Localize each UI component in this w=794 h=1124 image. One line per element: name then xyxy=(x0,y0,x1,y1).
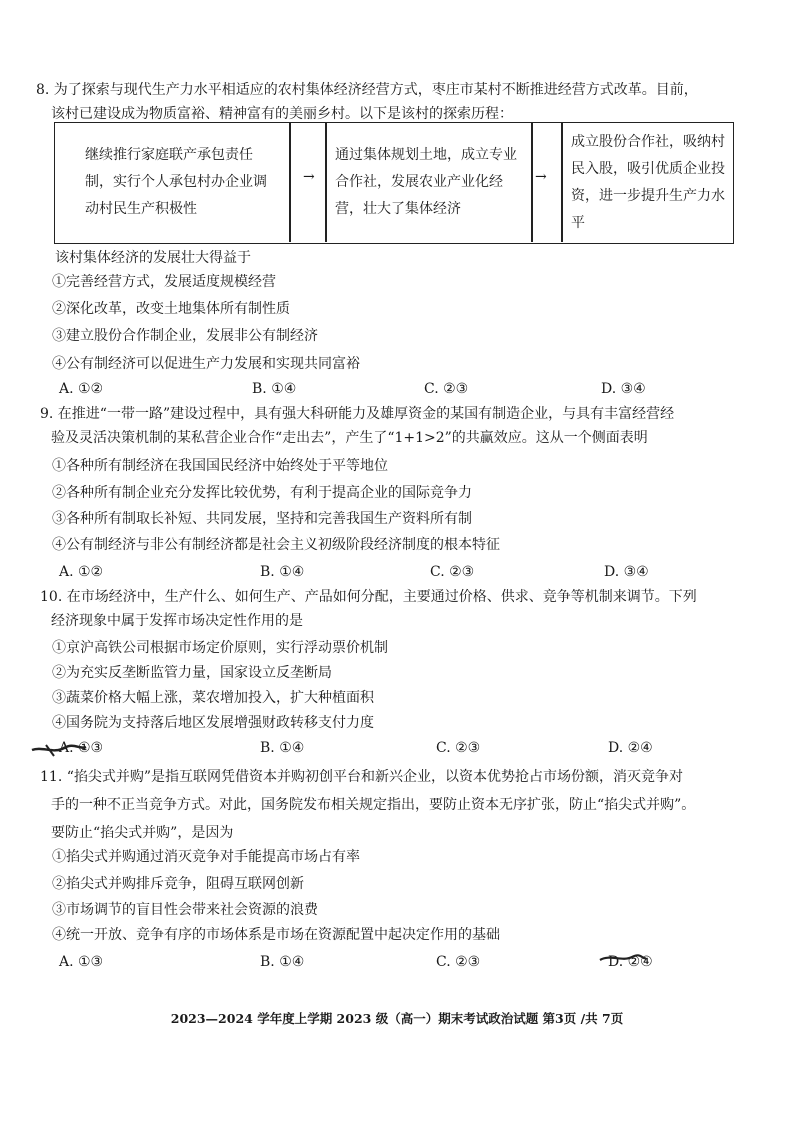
q8-question: 该村集体经济的发展壮大得益于 xyxy=(55,250,251,266)
q10-option-a[interactable]: A. ①③ xyxy=(59,740,104,756)
q8-item-2: ②深化改革，改变土地集体所有制性质 xyxy=(52,301,290,317)
flow-divider xyxy=(325,123,327,242)
flow-arrow-icon: → xyxy=(303,169,315,185)
q11-option-b[interactable]: B. ①④ xyxy=(260,954,305,970)
q9-stem-line1: 9. 在推进“一带一路”建设过程中，具有强大科研能力及雄厚资金的某国有制造企业，与具有丰富经营经 xyxy=(40,406,675,422)
q9-option-d[interactable]: D. ③④ xyxy=(604,564,649,580)
q8-option-d[interactable]: D. ③④ xyxy=(601,381,646,397)
q9-option-b[interactable]: B. ①④ xyxy=(260,564,305,580)
q11-option-c[interactable]: C. ②③ xyxy=(436,954,481,970)
q10-option-b[interactable]: B. ①④ xyxy=(260,740,305,756)
q8-item-3: ③建立股份合作制企业，发展非公有制经济 xyxy=(52,328,318,344)
q8-option-a[interactable]: A. ①② xyxy=(59,381,104,397)
q8-stem-line1: 8. 为了探索与现代生产力水平相适应的农村集体经济经营方式，枣庄市某村不断推进经营方式改革。目前， xyxy=(36,82,698,98)
q9-stem-line2: 验及灵活决策机制的某私营企业合作“走出去”，产生了“1+1>2”的共赢效应。这从一个侧面表明 xyxy=(51,430,648,446)
q8-item-4: ④公有制经济可以促进生产力发展和实现共同富裕 xyxy=(52,356,360,372)
flow-divider xyxy=(289,123,291,242)
q9-item-2: ②各种所有制企业充分发挥比较优势，有利于提高企业的国际竞争力 xyxy=(52,485,472,501)
flow-arrow-icon: → xyxy=(535,169,547,185)
q10-stem-line1: 10. 在市场经济中，生产什么、如何生产、产品如何分配，主要通过价格、供求、竞争等机制来调节。下列 xyxy=(40,589,697,605)
q8-flow-chart xyxy=(54,122,734,244)
q9-item-1: ①各种所有制经济在我国国民经济中始终处于平等地位 xyxy=(52,458,388,474)
q11-item-4: ④统一开放、竞争有序的市场体系是市场在资源配置中起决定作用的基础 xyxy=(52,927,500,943)
q10-option-c[interactable]: C. ②③ xyxy=(436,740,481,756)
q11-stem-line3: 要防止“掐尖式并购”，是因为 xyxy=(51,825,234,841)
q8-option-b[interactable]: B. ①④ xyxy=(252,381,297,397)
q10-item-2: ②为充实反垄断监管力量，国家设立反垄断局 xyxy=(52,665,332,681)
flow-box-1: 继续推行家庭联产承包责任制，实行个人承包村办企业调动村民生产积极性 xyxy=(85,147,267,217)
q11-item-2: ②掐尖式并购排斥竞争，阻碍互联网创新 xyxy=(52,876,304,892)
flow-box-2: 通过集体规划土地，成立专业合作社，发展农业产业化经营，壮大了集体经济 xyxy=(335,147,517,217)
q11-stem-line2: 手的一种不正当竞争方式。对此，国务院发布相关规定指出，要防止资本无序扩张，防止“掐尖式并购”。 xyxy=(51,797,696,813)
page-footer: 2023—2024 学年度上学期 2023 级（高一）期末考试政治试题 第3页 /共 7页 xyxy=(170,1011,624,1026)
q9-item-4: ④公有制经济与非公有制经济都是社会主义初级阶段经济制度的根本特征 xyxy=(52,537,500,553)
q10-item-4: ④国务院为支持落后地区发展增强财政转移支付力度 xyxy=(52,715,374,731)
pen-mark-icon xyxy=(28,738,88,760)
pen-mark-icon xyxy=(598,948,648,968)
flow-divider xyxy=(561,123,563,242)
q10-stem-line2: 经济现象中属于发挥市场决定性作用的是 xyxy=(51,613,303,629)
q11-option-d[interactable]: D. ②④ xyxy=(608,954,653,970)
q11-item-3: ③市场调节的盲目性会带来社会资源的浪费 xyxy=(52,902,318,918)
q8-stem-line2: 该村已建设成为物质富裕、精神富有的美丽乡村。以下是该村的探索历程： xyxy=(51,106,513,122)
q10-option-d[interactable]: D. ②④ xyxy=(608,740,653,756)
q9-option-a[interactable]: A. ①② xyxy=(59,564,104,580)
flow-box-3: 成立股份合作社，吸纳村民入股，吸引优质企业投资，进一步提升生产力水平 xyxy=(571,133,725,231)
q8-option-c[interactable]: C. ②③ xyxy=(424,381,469,397)
q11-option-a[interactable]: A. ①③ xyxy=(59,954,104,970)
flow-divider xyxy=(531,123,533,242)
q10-item-3: ③蔬菜价格大幅上涨，菜农增加投入，扩大种植面积 xyxy=(52,690,374,706)
q11-item-1: ①掐尖式并购通过消灭竞争对手能提高市场占有率 xyxy=(52,849,360,865)
q10-item-1: ①京沪高铁公司根据市场定价原则，实行浮动票价机制 xyxy=(52,640,388,656)
q9-option-c[interactable]: C. ②③ xyxy=(430,564,475,580)
q8-item-1: ①完善经营方式，发展适度规模经营 xyxy=(52,274,276,290)
q11-stem-line1: 11. “掐尖式并购”是指互联网凭借资本并购初创平台和新兴企业，以资本优势抢占市场份额，消灭竞争对 xyxy=(40,769,684,785)
q9-item-3: ③各种所有制取长补短、共同发展，坚持和完善我国生产资料所有制 xyxy=(52,511,472,527)
